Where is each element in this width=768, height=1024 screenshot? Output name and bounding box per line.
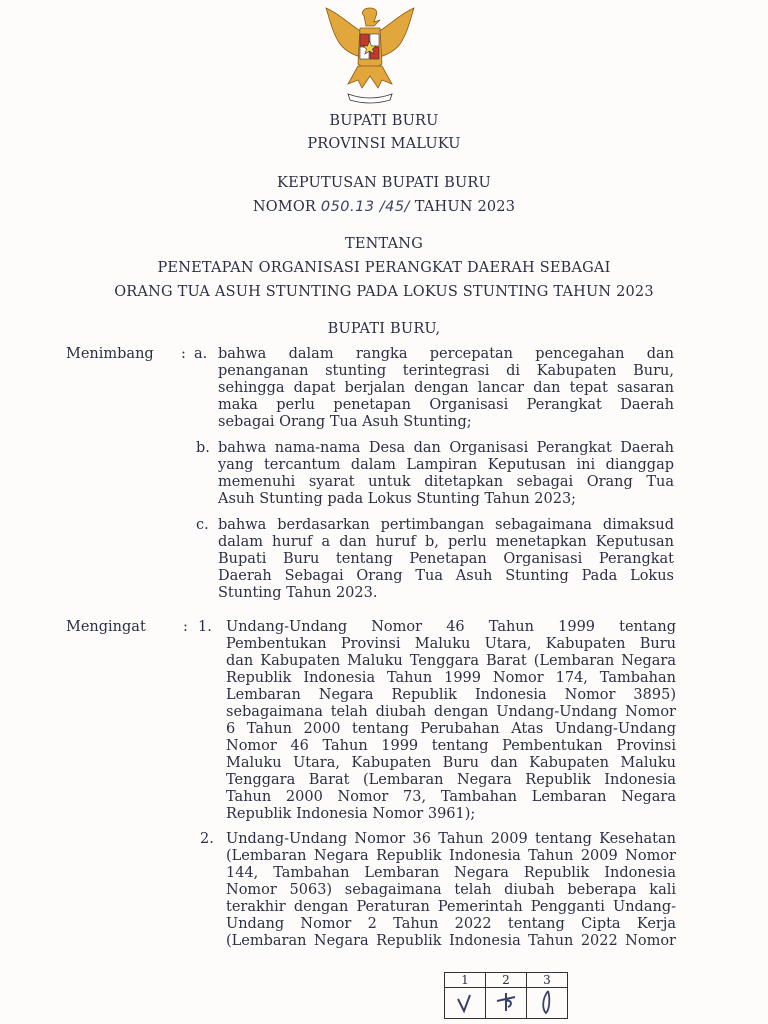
mengingat-1-line: dan Kabupaten Maluku Tenggara Barat (Lembaran Negara xyxy=(226,653,676,669)
decree-number-prefix: NOMOR xyxy=(252,199,317,215)
menimbang-c-line: Daerah Sebagai Orang Tua Asuh Stunting Pada Lokus xyxy=(218,568,674,584)
menimbang-a-line: maka perlu penetapan Organisasi Perangkat Daerah xyxy=(218,397,674,413)
decree-number-year: TAHUN 2023 xyxy=(414,199,516,215)
paraf-initial-3 xyxy=(527,988,568,1019)
menimbang-a-line: sebagai Orang Tua Asuh Stunting; xyxy=(218,414,472,430)
about-label: TENTANG xyxy=(345,236,423,252)
province-title: PROVINSI MALUKU xyxy=(307,136,461,152)
regent-title: BUPATI BURU xyxy=(329,113,439,129)
mengingat-colon: : xyxy=(183,619,188,635)
menimbang-label: Menimbang xyxy=(66,346,154,362)
menimbang-b-line: bahwa nama-nama Desa dan Organisasi Perangkat Daerah xyxy=(218,440,674,456)
menimbang-c-line: dalam huruf a dan huruf b, perlu menetapkan Keputusan xyxy=(218,534,674,550)
menimbang-c-line: bahwa berdasarkan pertimbangan sebagaimana dimaksud xyxy=(218,517,674,533)
mengingat-1-line: 6 Tahun 2000 tentang Perubahan Atas Undang-Undang xyxy=(226,721,676,737)
menimbang-b-marker: b. xyxy=(196,440,210,456)
mengingat-1-line: Republik Indonesia Nomor 3961); xyxy=(226,806,476,822)
mengingat-1-line: Tahun 2000 Nomor 73, Tambahan Lembaran Negara xyxy=(226,789,676,805)
menimbang-a-line: penanganan stunting terintegrasi di Kabupaten Buru, xyxy=(218,363,674,379)
mengingat-2-line: 144, Tambahan Lembaran Negara Republik Indonesia xyxy=(226,865,676,881)
paraf-initial-2 xyxy=(486,988,527,1019)
paraf-table xyxy=(444,972,568,1019)
mengingat-1-line: Undang-Undang Nomor 46 Tahun 1999 tentang xyxy=(226,619,676,635)
mengingat-1-line: Pembentukan Provinsi Maluku Utara, Kabupaten Buru xyxy=(226,636,676,652)
subject-line-1: PENETAPAN ORGANISASI PERANGKAT DAERAH SEBAGAI xyxy=(157,260,611,276)
mengingat-2-marker: 2. xyxy=(200,831,214,847)
mengingat-1-line: Maluku Utara, Kabupaten Buru dan Kabupaten Maluku xyxy=(226,755,676,771)
paraf-initial-1 xyxy=(445,988,486,1019)
menimbang-c-line: Bupati Buru tentang Penetapan Organisasi Perangkat xyxy=(218,551,674,567)
mengingat-2-line: (Lembaran Negara Republik Indonesia Tahun 2022 Nomor xyxy=(226,933,676,949)
mengingat-1-line: Nomor 46 Tahun 1999 tentang Pembentukan Provinsi xyxy=(226,738,676,754)
menimbang-a-line: bahwa dalam rangka percepatan pencegahan dan xyxy=(218,346,674,362)
mengingat-2-line: (Lembaran Negara Republik Indonesia Tahun 2009 Nomor xyxy=(226,848,676,864)
menimbang-a-line: sehingga dapat berjalan dengan lancar dan tepat sasaran xyxy=(218,380,674,396)
paraf-col-3: 3 xyxy=(527,973,568,988)
menimbang-b-line: yang tercantum dalam Lampiran Keputusan ini dianggap xyxy=(218,457,674,473)
mengingat-1-line: Lembaran Negara Republik Indonesia Nomor 3895) xyxy=(226,687,676,703)
mengingat-2-line: Undang Nomor 2 Tahun 2022 tentang Cipta Kerja xyxy=(226,916,676,932)
menimbang-colon: : xyxy=(181,346,186,362)
menimbang-b-line: Asuh Stunting pada Lokus Stunting Tahun 2023; xyxy=(218,491,577,507)
menimbang-c-line: Stunting Tahun 2023. xyxy=(218,585,378,601)
decree-number xyxy=(0,199,768,215)
mengingat-1-line: Republik Indonesia Tahun 1999 Nomor 174, Tambahan xyxy=(226,670,676,686)
mengingat-label: Mengingat xyxy=(66,619,146,635)
mengingat-2-line: Undang-Undang Nomor 36 Tahun 2009 tentang Kesehatan xyxy=(226,831,676,847)
mengingat-1-marker: 1. xyxy=(198,619,212,635)
decree-title: KEPUTUSAN BUPATI BURU xyxy=(277,175,491,191)
menimbang-c-marker: c. xyxy=(196,517,209,533)
menimbang-b-line: memenuhi syarat untuk ditetapkan sebagai Orang Tua xyxy=(218,474,674,490)
handwritten-number: 050.13 /45/ xyxy=(320,199,410,215)
mengingat-1-line: sebagaimana telah diubah dengan Undang-Undang Nomor xyxy=(226,704,676,720)
paraf-col-1: 1 xyxy=(445,973,486,988)
paraf-col-2: 2 xyxy=(486,973,527,988)
issuer: BUPATI BURU, xyxy=(327,321,441,337)
menimbang-a-marker: a. xyxy=(194,346,208,362)
garuda-emblem xyxy=(318,6,422,110)
mengingat-1-line: Tenggara Barat (Lembaran Negara Republik Indonesia xyxy=(226,772,676,788)
subject-line-2: ORANG TUA ASUH STUNTING PADA LOKUS STUNTING TAHUN 2023 xyxy=(114,284,654,300)
mengingat-2-line: Nomor 5063) sebagaimana telah diubah beberapa kali xyxy=(226,882,676,898)
mengingat-2-line: terakhir dengan Peraturan Pemerintah Pengganti Undang- xyxy=(226,899,676,915)
